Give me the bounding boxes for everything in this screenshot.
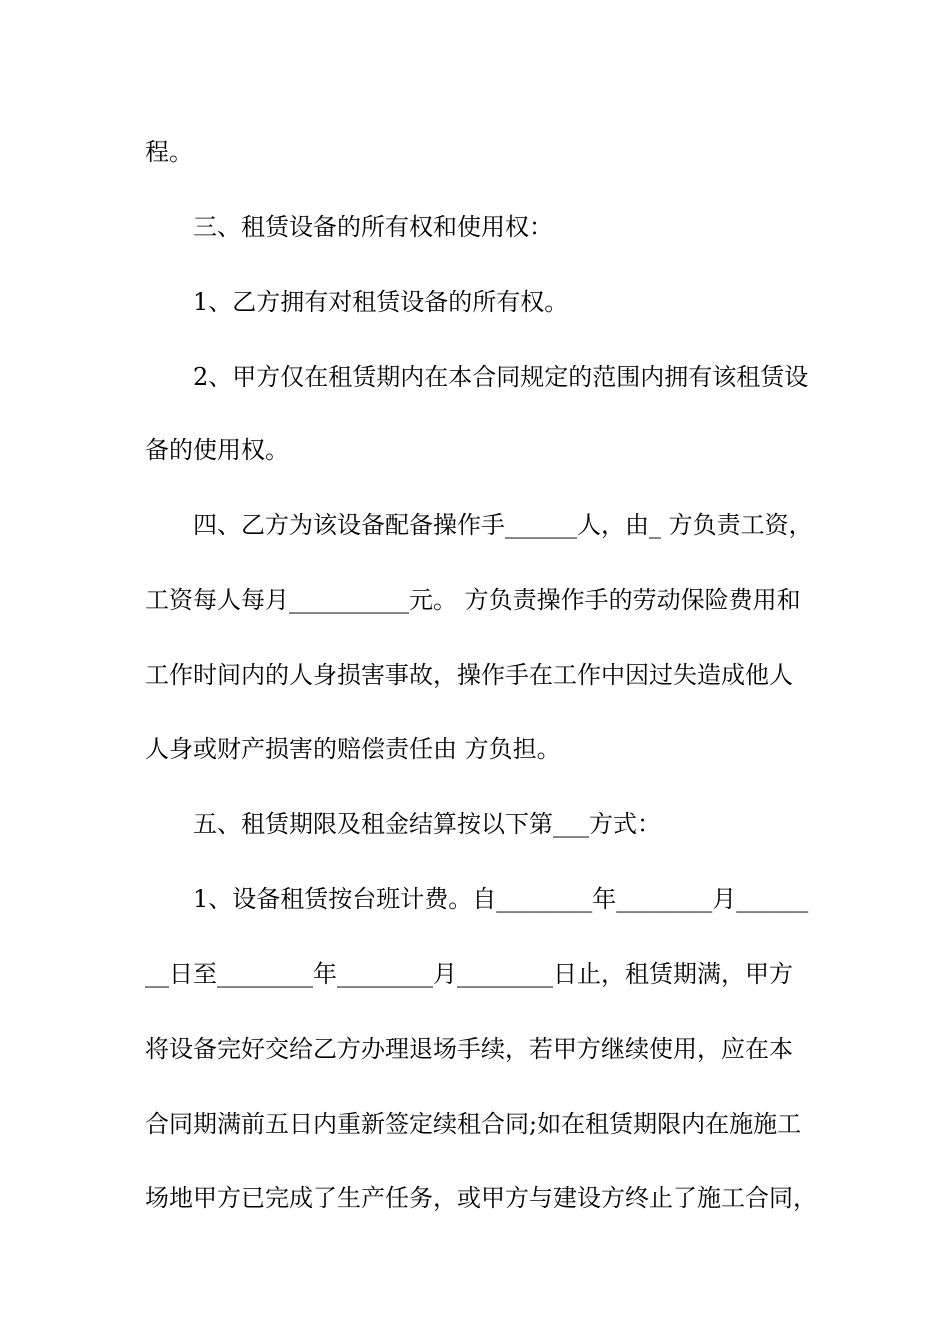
clause-3-1: 1、乙方拥有对租赁设备的所有权。 [193,288,569,316]
section-4-line-3: 工作时间内的人身损害事故，操作手在工作中因过失造成他人 [145,661,793,689]
section-heading-5: 五、租赁期限及租金结算按以下第___方式： [193,810,661,838]
section-4-line-2: 工资每人每月__________元。 方负责操作手的劳动保险费用和 [145,586,801,614]
clause-5-1-line-2: __日至________年________月________日止，租赁期满，甲方 [145,960,793,988]
section-heading-4: 四、乙方为该设备配备操作手______人，由_ 方负责工资， [193,511,813,539]
section-heading-3: 三、租赁设备的所有权和使用权： [193,213,553,241]
clause-5-1: 1、设备租赁按台班计费。自________年________月______ [193,885,809,913]
clause-3-2: 2、甲方仅在租赁期内在本合同规定的范围内拥有该租赁设 [193,363,809,391]
clause-3-2-cont: 备的使用权。 [145,436,289,464]
clause-5-1-line-5: 场地甲方已完成了生产任务，或甲方与建设方终止了施工合同， [145,1184,817,1212]
clause-5-1-line-3: 将设备完好交给乙方办理退场手续，若甲方继续使用，应在本 [145,1035,793,1063]
text-line-1: 程。 [145,138,193,166]
section-4-line-4: 人身或财产损害的赔偿责任由 方负担。 [145,735,561,763]
clause-5-1-line-4: 合同期满前五日内重新签定续租合同;如在租赁期限内在施施工 [145,1110,802,1138]
